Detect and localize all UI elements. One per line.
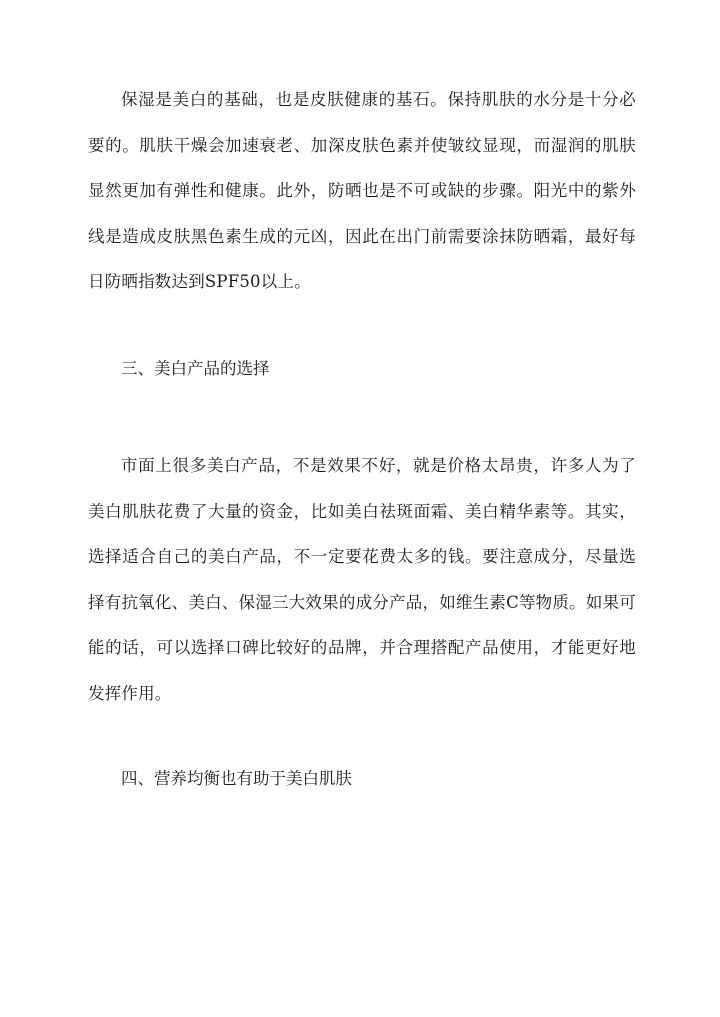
- body-paragraph: 保湿是美白的基础，也是皮肤健康的基石。保持肌肤的水分是十分必要的。肌肤干燥会加速衰老、加深皮肤色素并使皱纹显现，而湿润的肌肤显然更加有弹性和健康。此外，防晒也是不可或缺的步骤。阳光中的紫外线是造成皮肤黑色素生成的元凶，因此在出门前需要涂抹防晒霜，最好每日防晒指数达到SPF50以上。: [88, 90, 636, 291]
- section-heading: 四、营养均衡也有助于美白肌肤: [121, 769, 352, 788]
- section-heading: 三、美白产品的选择: [121, 359, 270, 378]
- body-paragraph: 市面上很多美白产品，不是效果不好，就是价格太昂贵，许多人为了美白肌肤花费了大量的资金，比如美白祛斑面霜、美白精华素等。其实，选择适合自己的美白产品，不一定要花费太多的钱。要注意成分，尽量选择有抗氧化、美白、保湿三大效果的成分产品，如维生素C等物质。如果可能的话，可以选择口碑比较好的品牌，并合理搭配产品使用，才能更好地发挥作用。: [88, 456, 636, 703]
